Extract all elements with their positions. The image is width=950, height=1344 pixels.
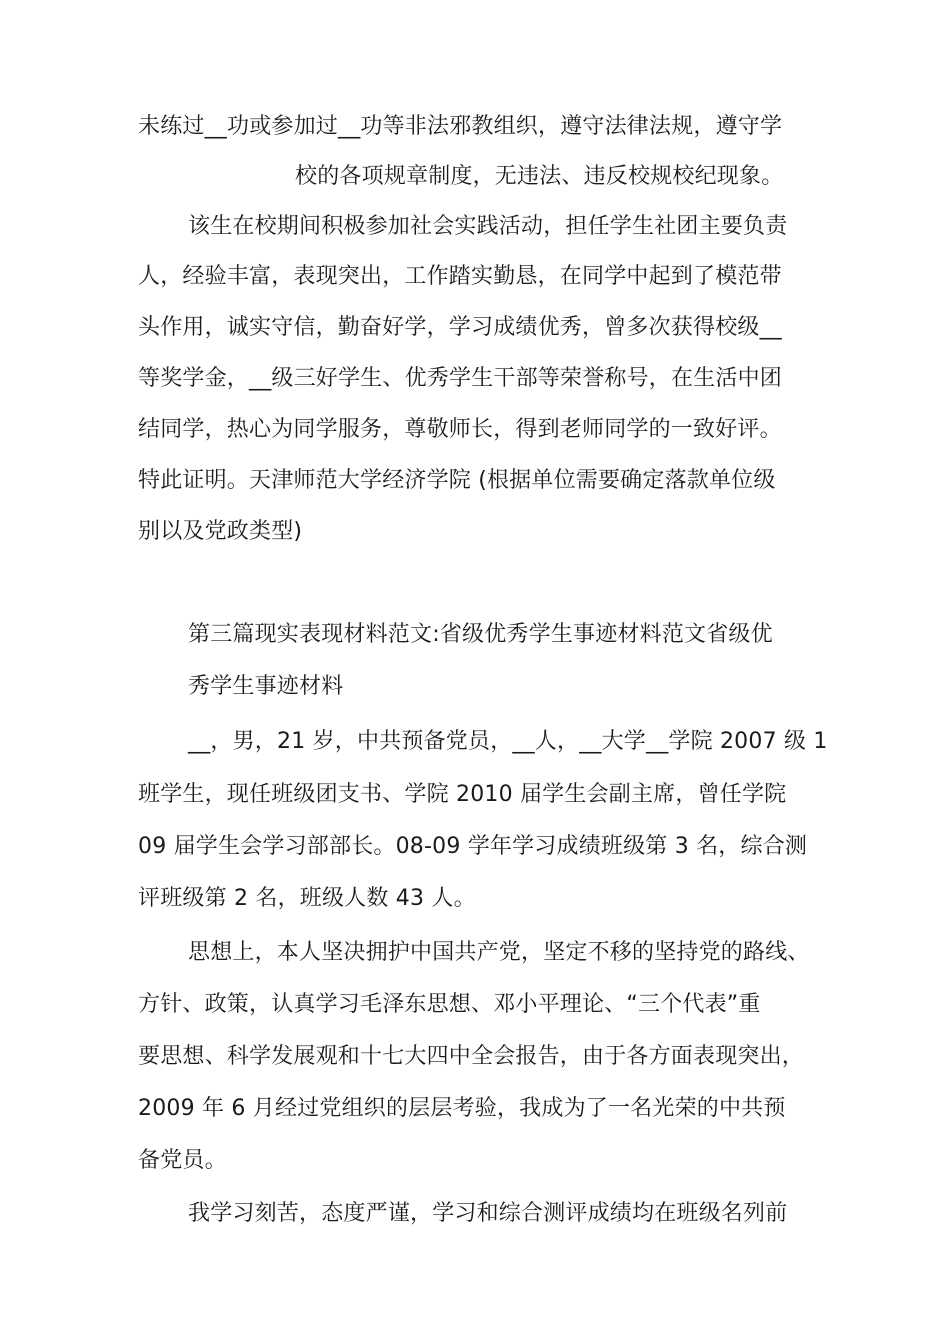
text-line: 等奖学金，__级三好学生、优秀学生干部等荣誉称号，在生活中团 [138, 366, 783, 391]
text-line: 头作用，诚实守信，勤奋好学，学习成绩优秀，曾多次获得校级__ [138, 315, 783, 340]
paragraph-start: 我学习刻苦，态度严谨，学习和综合测评成绩均在班级名列前 [188, 1201, 788, 1226]
text-line: 人，经验丰富，表现突出，工作踏实勤恳，在同学中起到了模范带 [138, 264, 782, 289]
paragraph-start: __，男，21 岁，中共预备党员，__人，__大学__学院 2007 级 1 [188, 729, 828, 754]
text-line: 备党员。 [138, 1148, 227, 1173]
text-line: 特此证明。天津师范大学经济学院 (根据单位需要确定落款单位级 [138, 468, 776, 493]
text-line: 评班级第 2 名，班级人数 43 人。 [138, 886, 476, 911]
text-line: 班学生，现任班级团支书、学院 2010 届学生会副主席，曾任学院 [138, 782, 787, 807]
text-line: 校的各项规章制度，无违法、违反校规校纪现象。 [295, 164, 784, 189]
section-heading-continued: 秀学生事迹材料 [188, 674, 344, 699]
section-heading: 第三篇现实表现材料范文:省级优秀学生事迹材料范文省级优 [188, 622, 773, 647]
text-line: 结同学，热心为同学服务，尊敬师长，得到老师同学的一致好评。 [138, 417, 782, 442]
paragraph-start: 该生在校期间积极参加社会实践活动，担任学生社团主要负责 [188, 214, 788, 239]
text-line: 2009 年 6 月经过党组织的层层考验，我成为了一名光荣的中共预 [138, 1096, 786, 1121]
text-line: 09 届学生会学习部部长。08-09 学年学习成绩班级第 3 名，综合测 [138, 834, 808, 859]
paragraph-start: 思想上，本人坚决拥护中国共产党，坚定不移的坚持党的路线、 [188, 940, 810, 965]
text-line: 方针、政策，认真学习毛泽东思想、邓小平理论、“三个代表”重 [138, 992, 761, 1017]
text-line: 别以及党政类型) [138, 519, 303, 544]
text-line: 要思想、科学发展观和十七大四中全会报告，由于各方面表现突出， [138, 1044, 805, 1069]
text-line: 未练过__功或参加过__功等非法邪教组织，遵守法律法规，遵守学 [138, 114, 783, 139]
